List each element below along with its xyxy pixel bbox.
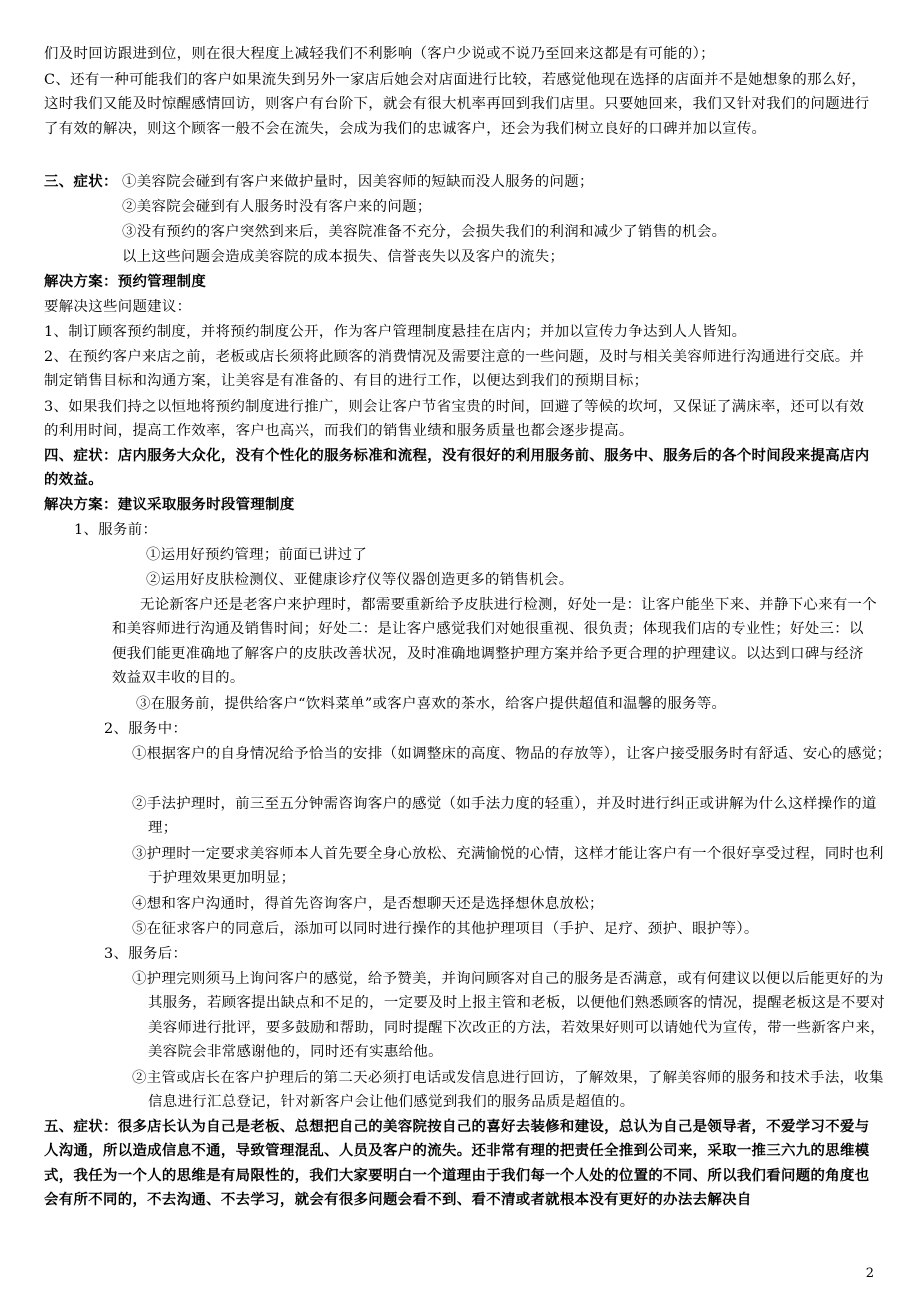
during-item-1: ①根据客户的自身情况给予恰当的安排（如调整床的高度、物品的存放等），让客户接受服务时有舒适、安心的感觉； <box>132 746 892 762</box>
solution-3-intro: 要解决这些问题建议： <box>44 299 192 315</box>
page-number: 2 <box>865 1266 874 1281</box>
section-4-heading: 四、症状：店内服务大众化，没有个性化的服务标准和流程，没有很好的利用服务前、服务中、服务后的各个时间段来提高店内的效益。 <box>44 447 870 489</box>
section-5-paragraph: 五、症状：很多店长认为自己是老板、总想把自己的美容院按自己的喜好去装修和建设，总认为自己是领导者，不爱学习不爱与人沟通，所以造成信息不通，导致管理混乱、人员及客户的流失。还非常有理的把责任全推到公司来，采取一推三六九的思维模式，我任为一个人的思维是有局限性的，我们大家要明白一个道理由于我们每一个人处的位置的不同、所以我们看问题的角度也会有所不同的，不去沟通、不去学习，就会有很多问题会看不到、看不清或者就根本没有更好的办法去解决自 <box>44 1118 870 1209</box>
before-item-2: ②运用好皮肤检测仪、亚健康诊疗仪等仪器创造更多的销售机会。 <box>146 572 574 588</box>
symptom-3-item-2: ②美容院会碰到有人服务时没有客户来的问题； <box>122 199 432 215</box>
after-item-2: ②主管或店长在客户护理后的第二天必须打电话或发信息进行回访，了解效果，了解美容师的服务和技术手法，收集信息进行汇总登记，针对新客户会让他们感觉到我们的服务品质是超值的。 <box>132 1070 884 1111</box>
solution-3-point-1: 1、制订顾客预约制度，并将预约制度公开，作为客户管理制度悬挂在店内；并加以宣传力争达到人人皆知。 <box>44 324 747 340</box>
section-3-heading: 三、症状： <box>44 173 118 190</box>
symptom-3-item-1: ①美容院会碰到有客户来做护量时，因美容师的短缺而没人服务的问题； <box>122 174 594 190</box>
before-item-1: ①运用好预约管理；前面已讲过了 <box>146 547 368 563</box>
before-item-3: ③在服务前，提供给客户“饮料菜单”或客户喜欢的茶水，给客户提供超值和温馨的服务等。 <box>136 696 727 712</box>
after-service-heading: 3、服务后： <box>104 946 188 962</box>
before-service-heading: 1、服务前： <box>74 522 158 538</box>
paragraph-c: C、还有一种可能我们的客户如果流失到另外一家店后她会对店面进行比较，若感觉他现在选择的店面并不是她想象的那么好，这时我们又能及时惊醒感情回访，则客户有台阶下，就会有很大机率再回到我们店里。只要她回来，我们又针对我们的问题进行了有效的解决，则这个顾客一般不会在流失，会成为我们的忠诚客户，还会为我们树立良好的口碑并加以宣传。 <box>44 72 870 137</box>
during-item-5: ⑤在征求客户的同意后，添加可以同时进行操作的其他护理项目（手护、足疗、颈护、眼护等）。 <box>132 921 759 937</box>
solution-3-point-2: 2、在预约客户来店之前，老板或店长须将此顾客的消费情况及需要注意的一些问题，及时与相关美容师进行沟通进行交底。并制定销售目标和沟通方案，让美容是有准备的、有目的进行工作，以便达到我们的预期目标； <box>44 349 865 390</box>
symptom-3-summary: 以上这些问题会造成美容院的成本损失、信誉丧失以及客户的流失； <box>122 249 565 265</box>
paragraph-1: 们及时回访跟进到位，则在很大程度上减轻我们不利影响（客户少说或不说乃至回来这都是有可能的）； <box>44 46 715 62</box>
symptom-3-item-3: ③没有预约的客户突然到来后，美容院准备不充分，会损失我们的利润和减少了销售的机会。 <box>122 224 727 240</box>
during-item-4: ④想和客户沟通时，得首先咨询客户，是否想聊天还是选择想休息放松； <box>132 896 604 912</box>
during-service-heading: 2、服务中： <box>104 721 188 737</box>
before-item-2-detail: 无论新客户还是老客户来护理时，都需要重新给予皮肤进行检测，好处一是：让客户能坐下来、并静下心来有一个和美容师进行沟通及销售时间；好处二：是让客户感觉我们对她很重视、很负责；体现我们店的专业性；好处三：以便我们能更准确地了解客户的皮肤改善状况，及时准确地调整护理方案并给予更合理的护理建议。以达到口碑与经济效益双丰收的目的。 <box>112 597 878 687</box>
during-item-3: ③护理时一定要求美容师本人首先要全身心放松、充满愉悦的心情，这样才能让客户有一个很好享受过程，同时也利于护理效果更加明显； <box>132 846 884 887</box>
solution-3-heading: 解决方案：预约管理制度 <box>44 273 207 290</box>
during-item-2: ②手法护理时，前三至五分钟需咨询客户的感觉（如手法力度的轻重），并及时进行纠正或讲解为什么这样操作的道理； <box>132 796 877 837</box>
solution-4-heading: 解决方案：建议采取服务时段管理制度 <box>44 496 295 513</box>
solution-3-point-3: 3、如果我们持之以恒地将预约制度进行推广，则会让客户节省宝贵的时间，回避了等候的坎坷，又保证了满床率，还可以有效的利用时间，提高工作效率，客户也高兴，而我们的销售业绩和服务质量也都会逐步提高。 <box>44 399 865 440</box>
after-item-1: ①护理完则须马上询问客户的感觉，给予赞美，并询问顾客对自己的服务是否满意，或有何建议以便以后能更好的为其服务，若顾客提出缺点和不足的，一定要及时上报主管和老板，以便他们熟悉顾客的情况，提醒老板这是不要对美容师进行批评，要多鼓励和帮助，同时提醒下次改正的方法，若效果好则可以请她代为宣传，带一些新客户来，美容院会非常感谢他的，同时还有实惠给他。 <box>132 971 886 1061</box>
